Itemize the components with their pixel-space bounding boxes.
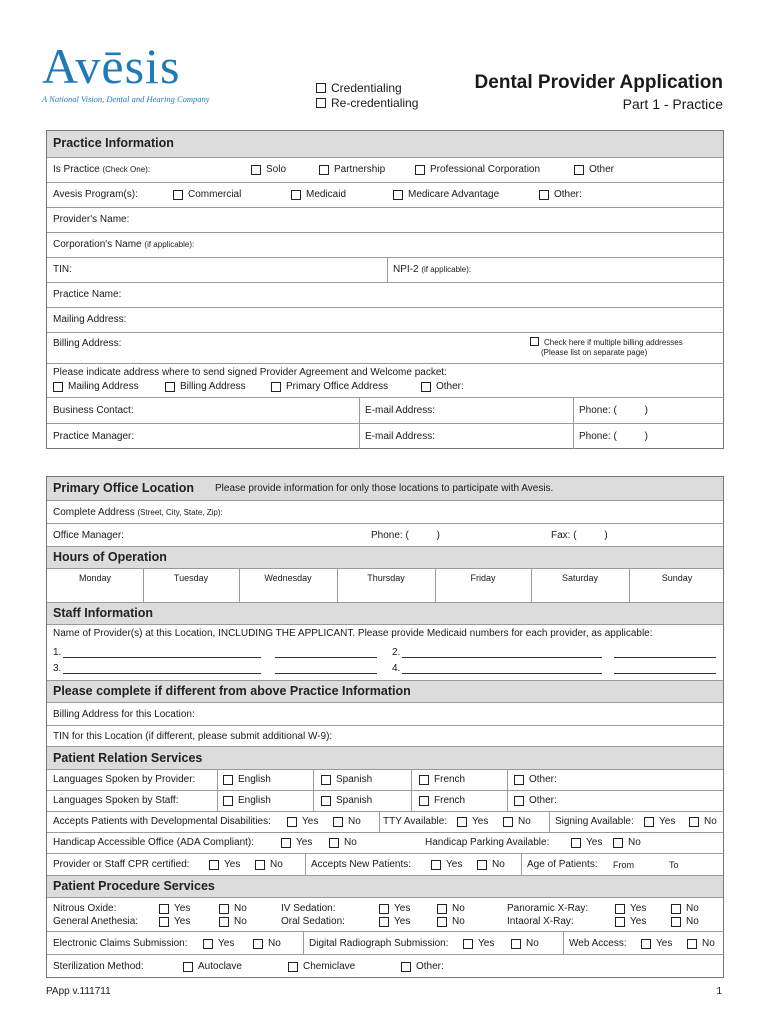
provider-french-checkbox[interactable] <box>419 775 429 785</box>
manager-phone-field[interactable]: Phone: ( ) <box>579 431 648 442</box>
hours-sunday[interactable]: Sunday <box>661 573 693 583</box>
chemiclave-option[interactable]: Chemiclave <box>288 961 355 972</box>
other-program-option[interactable]: Other: <box>539 189 582 200</box>
panoramic-yes-option[interactable]: Yes <box>615 903 646 914</box>
provider-3-medicaid-line[interactable] <box>275 673 377 674</box>
patient-relation-header: Patient Relation Services <box>47 746 723 769</box>
accessibility-row-3: Provider or Staff CPR certified: Yes No Accepts New Patients: Yes No Age of Patients: From To <box>47 853 723 875</box>
sedation-row: Nitrous Oxide: General Anethesia: Yes Yes No No IV Sedation: Oral Sedation: Yes Yes No No Panoramic X-Ray: Intaoral X-Ray: Yes Yes No No <box>47 897 723 931</box>
cpr-yes-option[interactable]: Yes <box>209 859 240 870</box>
sterilization-other-checkbox[interactable] <box>401 962 411 972</box>
developmental-no-checkbox[interactable] <box>333 817 343 827</box>
ada-yes-option[interactable]: Yes <box>281 837 312 848</box>
staff-providers-block: Name of Provider(s) at this Location, INCLUDING THE APPLICANT. Please provide Medicaid numbers for each provider, as applicable: 1. 2. 3. 4. <box>47 624 723 680</box>
send-mailing-checkbox[interactable] <box>53 382 63 392</box>
provider-english-option[interactable]: English <box>223 774 271 785</box>
manager-email-field[interactable]: E-mail Address: <box>365 431 436 442</box>
other-program-checkbox[interactable] <box>539 190 549 200</box>
radiograph-no-checkbox[interactable] <box>511 939 521 949</box>
panoramic-no-option[interactable]: No <box>671 903 699 914</box>
claims-yes-option[interactable]: Yes <box>203 938 234 949</box>
page-subtitle: Part 1 - Practice <box>622 96 723 112</box>
staff-english-option[interactable]: English <box>223 795 271 806</box>
ada-no-checkbox[interactable] <box>329 838 339 848</box>
staff-header: Staff Information <box>47 602 723 624</box>
autoclave-option[interactable]: Autoclave <box>183 961 242 972</box>
hours-header: Hours of Operation <box>47 546 723 568</box>
other-practice-checkbox[interactable] <box>574 165 584 175</box>
send-other-checkbox[interactable] <box>421 382 431 392</box>
hours-tuesday[interactable]: Tuesday <box>173 573 209 583</box>
new-patients-no-option[interactable]: No <box>477 859 505 870</box>
hours-friday[interactable]: Friday <box>470 573 496 583</box>
provider-2-name-line[interactable] <box>402 657 602 658</box>
iv-yes-option[interactable]: Yes <box>379 903 410 914</box>
credentialing-option[interactable]: Credentialing <box>316 81 402 95</box>
claims-no-checkbox[interactable] <box>253 939 263 949</box>
staff-other-language-option[interactable]: Other: <box>514 795 557 806</box>
radiograph-yes-option[interactable]: Yes <box>463 938 494 949</box>
medicare-advantage-checkbox[interactable] <box>393 190 403 200</box>
send-packet-row: Please indicate address where to send signed Provider Agreement and Welcome packet: Mailing Address Billing Address Primary Office Address Other: <box>47 363 723 397</box>
complete-address-field[interactable]: Complete Address (Street, City, State, Zip): <box>47 500 723 523</box>
provider-4-name-line[interactable] <box>402 673 602 674</box>
provider-french-option[interactable]: French <box>419 774 465 785</box>
practice-manager-field[interactable]: Practice Manager: <box>53 431 135 442</box>
office-manager-field[interactable]: Office Manager: <box>53 530 124 541</box>
professional-corporation-checkbox[interactable] <box>415 165 425 175</box>
billing-address-field[interactable]: Billing Address: <box>53 338 122 349</box>
patient-procedure-header: Patient Procedure Services <box>47 875 723 897</box>
send-billing-checkbox[interactable] <box>165 382 175 392</box>
staff-other-language-checkbox[interactable] <box>514 796 524 806</box>
submission-row: Electronic Claims Submission: Yes No Digital Radiograph Submission: Yes No Web Access: Yes No <box>47 931 723 954</box>
hours-thursday[interactable]: Thursday <box>367 573 405 583</box>
new-patients-yes-checkbox[interactable] <box>431 860 441 870</box>
medicaid-checkbox[interactable] <box>291 190 301 200</box>
staff-french-option[interactable]: French <box>419 795 465 806</box>
general-yes-option[interactable]: Yes <box>159 916 190 927</box>
hours-monday[interactable]: Monday <box>78 573 112 583</box>
partnership-checkbox[interactable] <box>319 165 329 175</box>
staff-spanish-checkbox[interactable] <box>321 796 331 806</box>
multiple-billing-checkbox[interactable] <box>530 337 539 346</box>
parking-yes-checkbox[interactable] <box>571 838 581 848</box>
office-manager-row <box>47 523 723 546</box>
practice-information-header: Practice Information <box>47 131 723 157</box>
web-yes-checkbox[interactable] <box>641 939 651 949</box>
sterilization-row: Sterilization Method: Autoclave Chemiclave Other: <box>47 954 723 978</box>
autoclave-checkbox[interactable] <box>183 962 193 972</box>
commercial-option[interactable]: Commercial <box>173 189 241 200</box>
primary-office-header: Primary Office Location Please provide information for only those locations to participate with Avesis. <box>47 477 723 500</box>
location-tin-field[interactable]: TIN for this Location (if different, please submit additional W-9): <box>47 725 723 746</box>
general-yes-checkbox[interactable] <box>159 917 169 927</box>
ada-yes-checkbox[interactable] <box>281 838 291 848</box>
practice-information-section <box>46 130 724 449</box>
iv-no-option[interactable]: No <box>437 903 465 914</box>
developmental-yes-checkbox[interactable] <box>287 817 297 827</box>
npi-field[interactable]: NPI-2 (if applicable): <box>393 264 472 275</box>
ada-no-option[interactable]: No <box>329 837 357 848</box>
languages-staff-row: Languages Spoken by Staff: English Spanish French Other: <box>47 790 723 811</box>
staff-french-checkbox[interactable] <box>419 796 429 806</box>
developmental-yes-option[interactable]: Yes <box>287 816 318 827</box>
general-no-checkbox[interactable] <box>219 917 229 927</box>
provider-other-language-checkbox[interactable] <box>514 775 524 785</box>
logo-wordmark: Avēsis <box>42 38 181 94</box>
parking-no-checkbox[interactable] <box>613 838 623 848</box>
intraoral-yes-checkbox[interactable] <box>615 917 625 927</box>
parking-no-option[interactable]: No <box>613 837 641 848</box>
oral-yes-checkbox[interactable] <box>379 917 389 927</box>
signing-no-option[interactable]: No <box>689 816 717 827</box>
office-fax-field[interactable]: Fax: ( ) <box>551 530 608 541</box>
staff-english-checkbox[interactable] <box>223 796 233 806</box>
signing-yes-checkbox[interactable] <box>644 817 654 827</box>
practice-manager-row <box>47 423 723 449</box>
provider-1-medicaid-line[interactable] <box>275 657 377 658</box>
general-no-option[interactable]: No <box>219 916 247 927</box>
web-no-option[interactable]: No <box>687 938 715 949</box>
provider-spanish-option[interactable]: Spanish <box>321 774 372 785</box>
tin-field[interactable]: TIN: <box>53 264 72 275</box>
radiograph-no-option[interactable]: No <box>511 938 539 949</box>
provider-3-name-line[interactable] <box>63 673 261 674</box>
send-primary-option[interactable]: Primary Office Address <box>271 381 388 392</box>
intraoral-no-option[interactable]: No <box>671 916 699 927</box>
staff-spanish-option[interactable]: Spanish <box>321 795 372 806</box>
nitrous-no-option[interactable]: No <box>219 903 247 914</box>
cpr-yes-checkbox[interactable] <box>209 860 219 870</box>
oral-no-checkbox[interactable] <box>437 917 447 927</box>
billing-address-row <box>47 332 723 363</box>
programs-row: Avesis Program(s): Commercial Medicaid Medicare Advantage Other: <box>47 182 723 207</box>
accessibility-row-1: Accepts Patients with Developmental Disabilities: Yes No TTY Available: Yes No Signing Available: Yes No <box>47 811 723 832</box>
medicare-advantage-option[interactable]: Medicare Advantage <box>393 189 499 200</box>
solo-checkbox[interactable] <box>251 165 261 175</box>
send-billing-option[interactable]: Billing Address <box>165 381 246 392</box>
radiograph-yes-checkbox[interactable] <box>463 939 473 949</box>
provider-2-medicaid-line[interactable] <box>614 657 716 658</box>
nitrous-yes-option[interactable]: Yes <box>159 903 190 914</box>
credentialing-checkbox[interactable] <box>316 83 326 93</box>
intraoral-no-checkbox[interactable] <box>671 917 681 927</box>
age-from-field[interactable]: From <box>613 860 634 870</box>
business-contact-field[interactable]: Business Contact: <box>53 405 134 416</box>
signing-no-checkbox[interactable] <box>689 817 699 827</box>
languages-provider-row: Languages Spoken by Provider: English Spanish French Other: <box>47 769 723 790</box>
recredentialing-option[interactable]: Re-credentialing <box>316 96 418 110</box>
parking-yes-option[interactable]: Yes <box>571 837 602 848</box>
avesis-logo <box>42 40 210 104</box>
provider-1-name-line[interactable] <box>63 657 261 658</box>
hours-wednesday[interactable]: Wednesday <box>264 573 312 583</box>
commercial-checkbox[interactable] <box>173 190 183 200</box>
business-phone-field[interactable]: Phone: ( ) <box>579 405 648 416</box>
logo-tagline: A National Vision, Dental and Hearing Company <box>42 94 210 104</box>
sterilization-other-option[interactable]: Other: <box>401 961 444 972</box>
recredentialing-checkbox[interactable] <box>316 98 326 108</box>
hours-saturday[interactable]: Saturday <box>561 573 599 583</box>
nitrous-no-checkbox[interactable] <box>219 904 229 914</box>
corporation-name-field[interactable]: Corporation's Name (if applicable): <box>47 232 723 257</box>
tty-no-option[interactable]: No <box>503 816 531 827</box>
developmental-no-option[interactable]: No <box>333 816 361 827</box>
tin-npi-row <box>47 257 723 282</box>
business-email-field[interactable]: E-mail Address: <box>365 405 436 416</box>
professional-corporation-option[interactable]: Professional Corporation <box>415 164 540 175</box>
signing-yes-option[interactable]: Yes <box>644 816 675 827</box>
practice-name-field[interactable]: Practice Name: <box>47 282 723 307</box>
tty-no-checkbox[interactable] <box>503 817 513 827</box>
cpr-no-option[interactable]: No <box>255 859 283 870</box>
form-version: PApp v.111711 <box>46 986 111 997</box>
oral-yes-option[interactable]: Yes <box>379 916 410 927</box>
claims-no-option[interactable]: No <box>253 938 281 949</box>
practice-type-row: Is Practice (Check One): Solo Partnership Professional Corporation Other <box>47 157 723 182</box>
provider-english-checkbox[interactable] <box>223 775 233 785</box>
office-phone-field[interactable]: Phone: ( ) <box>371 530 440 541</box>
send-other-option[interactable]: Other: <box>421 381 464 392</box>
provider-spanish-checkbox[interactable] <box>321 775 331 785</box>
multiple-billing-option[interactable]: Check here if multiple billing addresses (Please list on separate page) <box>530 337 683 358</box>
iv-no-checkbox[interactable] <box>437 904 447 914</box>
business-contact-row <box>47 397 723 423</box>
different-info-header: Please complete if different from above Practice Information <box>47 680 723 702</box>
oral-no-option[interactable]: No <box>437 916 465 927</box>
accessibility-row-2: Handicap Accessible Office (ADA Compliant): Yes No Handicap Parking Available: Yes No <box>47 832 723 853</box>
age-to-field[interactable]: To <box>669 860 679 870</box>
location-billing-field[interactable]: Billing Address for this Location: <box>47 702 723 725</box>
panoramic-no-checkbox[interactable] <box>671 904 681 914</box>
provider-name-field[interactable]: Provider's Name: <box>47 207 723 232</box>
nitrous-yes-checkbox[interactable] <box>159 904 169 914</box>
page-title: Dental Provider Application <box>474 72 723 93</box>
hours-row <box>47 568 723 602</box>
cpr-no-checkbox[interactable] <box>255 860 265 870</box>
solo-option[interactable]: Solo <box>251 164 286 175</box>
medicaid-option[interactable]: Medicaid <box>291 189 346 200</box>
send-primary-checkbox[interactable] <box>271 382 281 392</box>
panoramic-yes-checkbox[interactable] <box>615 904 625 914</box>
partnership-option[interactable]: Partnership <box>319 164 385 175</box>
web-no-checkbox[interactable] <box>687 939 697 949</box>
other-practice-option[interactable]: Other <box>574 164 614 175</box>
page-number: 1 <box>716 986 722 997</box>
tty-yes-checkbox[interactable] <box>457 817 467 827</box>
send-mailing-option[interactable]: Mailing Address <box>53 381 139 392</box>
chemiclave-checkbox[interactable] <box>288 962 298 972</box>
primary-office-section <box>46 476 724 978</box>
provider-other-language-option[interactable]: Other: <box>514 774 557 785</box>
new-patients-no-checkbox[interactable] <box>477 860 487 870</box>
provider-4-medicaid-line[interactable] <box>614 673 716 674</box>
new-patients-yes-option[interactable]: Yes <box>431 859 462 870</box>
mailing-address-field[interactable]: Mailing Address: <box>47 307 723 332</box>
tty-yes-option[interactable]: Yes <box>457 816 488 827</box>
claims-yes-checkbox[interactable] <box>203 939 213 949</box>
iv-yes-checkbox[interactable] <box>379 904 389 914</box>
intraoral-yes-option[interactable]: Yes <box>615 916 646 927</box>
web-yes-option[interactable]: Yes <box>641 938 672 949</box>
